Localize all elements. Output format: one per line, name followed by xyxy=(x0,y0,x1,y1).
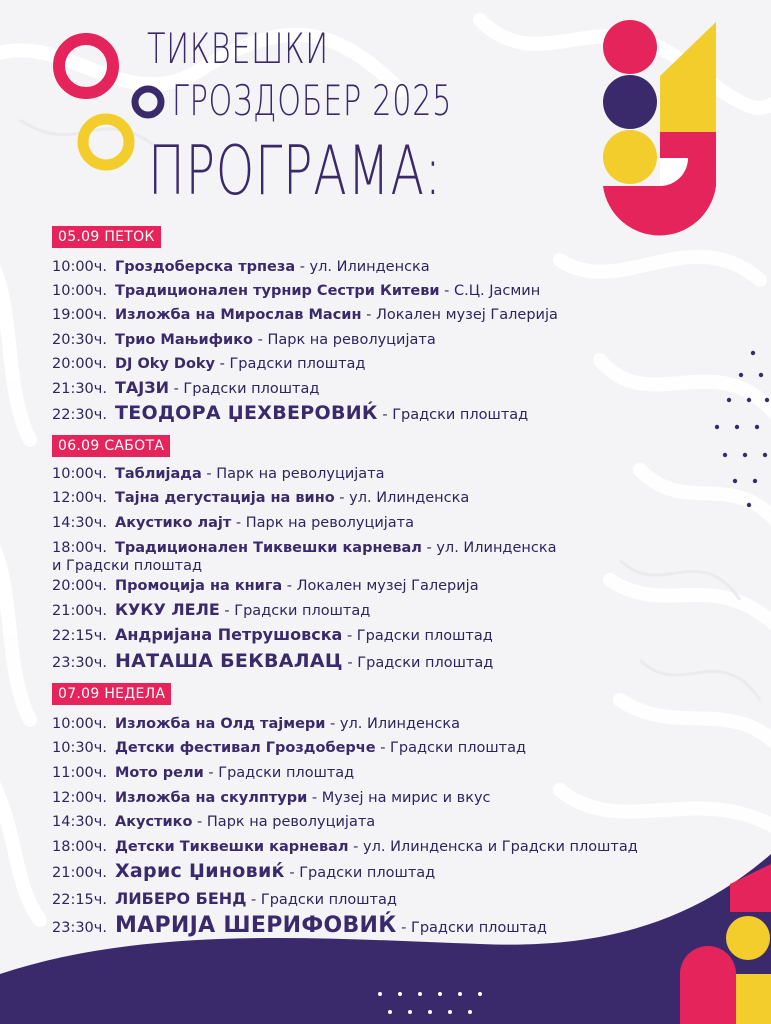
event-name: Тајна дегустација на вино xyxy=(114,490,335,506)
event-row xyxy=(52,763,354,783)
event-name: Изложба на скулптури xyxy=(114,790,308,806)
event-place-continued: и Градски плоштад xyxy=(52,558,202,574)
event-time: 10:00ч. xyxy=(52,259,107,275)
event-time: 10:00ч. xyxy=(52,283,107,299)
event-place: - Градски плоштад xyxy=(203,765,355,781)
event-name: Акустико xyxy=(114,814,193,830)
event-place: - Градски плоштад xyxy=(246,892,397,908)
event-name: Традиционален турнир Сестри Китеви xyxy=(114,283,440,299)
event-row xyxy=(52,305,558,325)
event-name: Акустико лајт xyxy=(114,515,232,531)
event-time: 22:15ч. xyxy=(52,628,107,644)
event-row xyxy=(52,257,430,277)
title-line-1: ТИКВЕШКИ xyxy=(147,24,329,73)
event-name: ЛИБЕРО БЕНД xyxy=(114,889,247,908)
event-row xyxy=(52,714,460,734)
event-place: - Музеј на мирис и вкус xyxy=(307,790,491,806)
event-name: Детски Тиквешки карневал xyxy=(114,839,349,855)
event-row xyxy=(52,281,540,301)
event-place: - ул. Илинденска xyxy=(421,540,557,556)
event-name: Трио Мањифико xyxy=(114,332,253,348)
event-time: 12:00ч. xyxy=(52,790,107,806)
event-time: 20:00ч. xyxy=(52,578,107,594)
dots-decoration-icon xyxy=(711,345,771,515)
event-row xyxy=(52,788,491,808)
decorative-shapes-icon xyxy=(0,0,771,250)
event-name: Гроздоберска трпеза xyxy=(114,259,296,275)
header xyxy=(0,0,771,220)
event-place: - Градски плоштад xyxy=(342,655,494,671)
event-time: 23:30ч. xyxy=(52,655,107,671)
event-row xyxy=(52,576,479,596)
event-name: Андријана Петрушовска xyxy=(114,625,343,644)
event-time: 12:00ч. xyxy=(52,490,107,506)
event-place: - Градски плоштад xyxy=(219,603,371,619)
event-place: - Парк на револуцијата xyxy=(201,466,385,482)
event-row xyxy=(52,738,526,758)
event-name: Таблијада xyxy=(114,466,202,482)
event-row xyxy=(52,651,493,673)
event-time: 14:30ч. xyxy=(52,814,107,830)
event-name: ТЕОДОРА ЏЕХВЕРОВИЌ xyxy=(114,402,378,424)
event-place: - Градски плоштад xyxy=(342,628,493,644)
event-place: - Локален музеј Галерија xyxy=(361,307,558,323)
event-place: - Парк на револуцијата xyxy=(253,332,436,348)
event-time: 20:00ч. xyxy=(52,356,107,372)
event-time: 21:00ч. xyxy=(52,603,107,619)
footer-wave-decoration-icon xyxy=(0,854,771,1024)
event-time: 10:00ч. xyxy=(52,716,107,732)
event-place: - Градски плоштад xyxy=(168,381,320,397)
event-place: - ул. Илинденска xyxy=(334,490,470,506)
event-time: 11:00ч. xyxy=(52,765,107,781)
event-name: Детски фестивал Гроздоберче xyxy=(114,740,376,756)
event-place: - Градски плоштад xyxy=(375,740,527,756)
event-place: - Градски плоштад xyxy=(284,865,436,881)
event-time: 18:00ч. xyxy=(52,839,107,855)
event-time: 23:30ч. xyxy=(52,920,107,936)
event-row xyxy=(52,488,469,508)
event-row xyxy=(52,330,436,350)
event-name: НАТАША БЕКВАЛАЦ xyxy=(114,650,343,672)
event-place: - Градски плоштад xyxy=(377,407,529,423)
event-row xyxy=(52,538,556,558)
event-place: - Градски плоштад xyxy=(215,356,366,372)
event-name: КУКУ ЛЕЛЕ xyxy=(114,600,220,619)
event-time: 18:00ч. xyxy=(52,540,107,556)
event-row xyxy=(52,812,375,832)
event-name: ТАЈЗИ xyxy=(114,378,169,397)
event-name: DJ Oky Doky xyxy=(114,356,216,372)
event-time: 14:30ч. xyxy=(52,515,107,531)
event-place: - ул. Илинденска и Градски плоштад xyxy=(348,839,638,855)
event-row xyxy=(52,513,414,533)
event-row xyxy=(52,354,365,374)
event-time: 10:00ч. xyxy=(52,466,107,482)
day-label-sunday: 07.09 НЕДЕЛА xyxy=(52,683,171,705)
event-row xyxy=(52,403,528,425)
event-name: Изложба на Олд тајмери xyxy=(114,716,326,732)
event-row xyxy=(52,378,319,399)
event-name: МАРИЈА ШЕРИФОВИЌ xyxy=(114,913,397,938)
event-time: 22:15ч. xyxy=(52,892,107,908)
event-name: Изложба на Мирослав Масин xyxy=(114,307,362,323)
event-time: 22:30ч. xyxy=(52,407,107,423)
event-row xyxy=(52,464,385,484)
day-label-friday: 05.09 ПЕТОК xyxy=(52,226,161,248)
event-time: 20:30ч. xyxy=(52,332,107,348)
event-place: - Градски плоштад xyxy=(396,920,547,936)
event-row xyxy=(52,625,493,646)
event-place: - С.Ц. Јасмин xyxy=(439,283,541,299)
event-time: 10:30ч. xyxy=(52,740,107,756)
event-name: Мото рели xyxy=(114,765,204,781)
event-name: Харис Џиновиќ xyxy=(114,860,285,882)
event-place: - Локален музеј Галерија xyxy=(282,578,479,594)
event-place: - ул. Илинденска xyxy=(325,716,461,732)
day-label-saturday: 06.09 САБОТА xyxy=(52,435,170,457)
title-line-3: ПРОГРАМА: xyxy=(148,132,442,211)
title-line-2: ГРОЗДОБЕР 2025 xyxy=(172,76,453,125)
event-place: - ул. Илинденска xyxy=(295,259,430,275)
event-time: 21:00ч. xyxy=(52,865,107,881)
event-name: Промоција на книга xyxy=(114,578,283,594)
event-name: Традиционален Тиквешки карневал xyxy=(114,540,422,556)
event-time: 21:30ч. xyxy=(52,381,107,397)
event-place: - Парк на револуцијата xyxy=(192,814,376,830)
event-time: 19:00ч. xyxy=(52,307,107,323)
event-place: - Парк на револуцијата xyxy=(231,515,414,531)
event-row xyxy=(52,600,370,621)
